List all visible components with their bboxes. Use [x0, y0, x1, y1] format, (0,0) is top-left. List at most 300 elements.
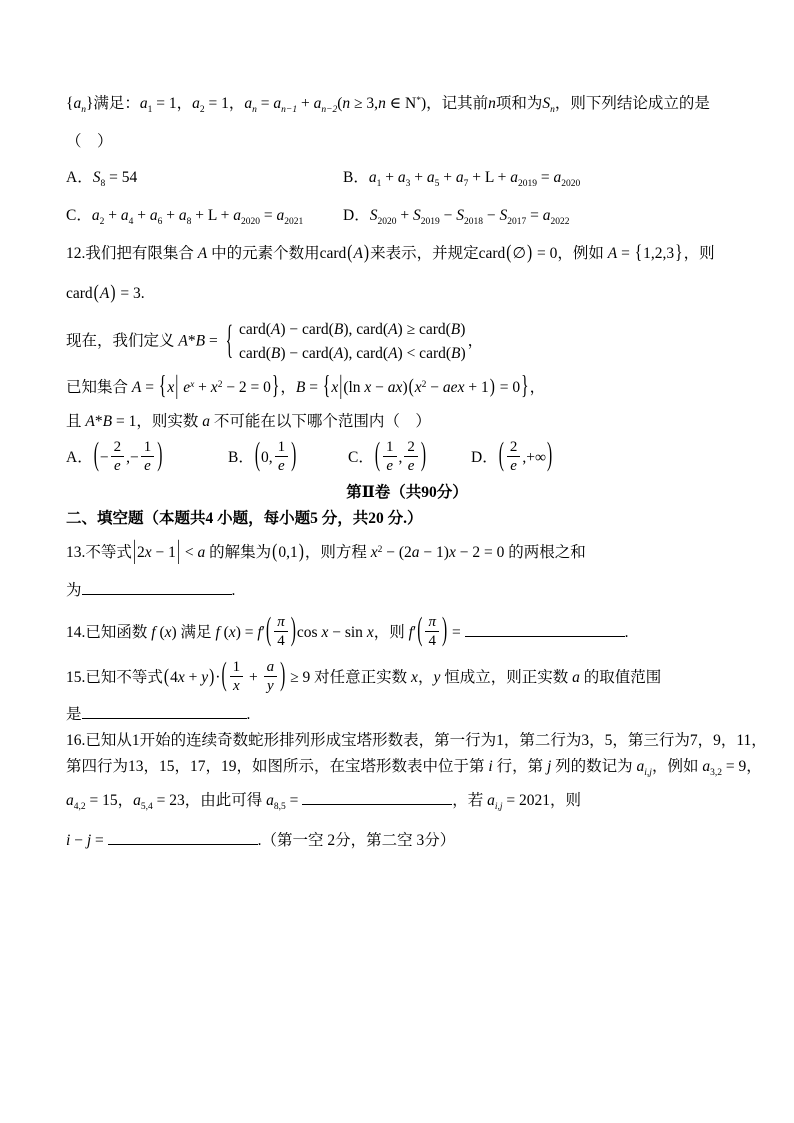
stretched-delimiter: |: [175, 371, 179, 401]
math-variable: f: [257, 624, 262, 642]
math-variable: f: [408, 624, 413, 642]
math-variable: A: [353, 245, 363, 262]
math-variable-subscripted: $a_{8,5}$: [266, 792, 286, 812]
text-run: 13.不等式: [66, 544, 132, 561]
text-run: D．: [343, 207, 370, 224]
text-run: =: [285, 792, 303, 809]
math-variable: x: [411, 669, 418, 687]
q11-stem-line1: [66, 92, 748, 116]
math-variable: a: [266, 659, 275, 675]
text-run: ∈ N: [385, 95, 417, 112]
math-variable: π: [428, 614, 436, 630]
fraction: [383, 438, 397, 475]
math-variable: A: [99, 285, 110, 302]
stretched-delimiter: |: [339, 371, 343, 401]
answer-blank: [302, 790, 452, 805]
text-run: ) − card(: [280, 321, 334, 338]
stretched-delimiter: (: [408, 375, 414, 398]
stretched-delimiter: ): [526, 241, 533, 264]
stretched-delimiter: (: [374, 437, 381, 473]
q12-stem-line3: [66, 410, 748, 434]
math-variable: x: [233, 678, 240, 694]
text-run: 2: [407, 439, 415, 455]
text-run: − 2 = 0 的两根之和: [455, 544, 586, 561]
text-run: ，则下列结论成立的是: [554, 95, 710, 112]
text-run: B．: [228, 449, 254, 467]
stretched-delimiter: ): [157, 437, 163, 473]
text-run: *: [187, 332, 196, 350]
text-run: .: [246, 706, 251, 723]
text-run: .: [624, 624, 629, 642]
math-variable: A: [333, 345, 344, 362]
stretched-delimiter: (: [93, 437, 99, 473]
math-variable: a: [197, 544, 206, 561]
text-run: 16.已知从1开始的连续奇数蛇形排列形成宝塔形数表，第一行为1，第二行为3，5，第三行为7，9，11，: [66, 732, 767, 749]
math-variable-subscripted: $S_{2018}$: [456, 207, 483, 227]
piecewise-definition: [224, 318, 466, 366]
q12-stem-line2: [66, 282, 748, 306]
text-run: 1: [232, 659, 241, 675]
math-variable-subscripted: $a_3$: [397, 169, 411, 189]
text-run: +: [381, 169, 398, 186]
text-run: 现在，我们定义: [66, 332, 179, 350]
fraction: [111, 438, 125, 475]
text-run: 不可能在以下哪个范围内（ ）: [209, 413, 431, 430]
q12-definition-line: [66, 318, 748, 366]
text-run: 14.已知函数: [66, 624, 152, 642]
math-variable-subscripted: $a_n$: [244, 95, 257, 115]
math-variable-subscripted: $a_{3,2}$: [702, 758, 722, 778]
text-run: 中的元素个数用card: [207, 245, 347, 262]
text-run: 4: [428, 633, 436, 649]
math-variable: x: [228, 624, 236, 642]
text-run: 15.已知不等式: [66, 669, 163, 687]
q16-stem-line1: [66, 729, 767, 753]
text-run: }满足：: [85, 95, 140, 112]
fraction: [230, 658, 244, 695]
q11-options-row1: [66, 166, 748, 190]
text-run: +: [184, 669, 202, 687]
text-run: = 1，则实数: [112, 413, 203, 430]
q12-stem-line1: [66, 242, 748, 266]
math-variable: e: [510, 458, 517, 474]
stretched-delimiter: (: [417, 612, 423, 648]
text-run: .（第一空 2分，第二空 3分）: [257, 832, 456, 849]
math-variable-subscripted: $a_2$: [91, 207, 105, 227]
q11-option-d: [343, 204, 569, 228]
q16-stem-line3: [66, 789, 748, 813]
fraction: [507, 438, 521, 475]
math-variable: x: [321, 624, 329, 642]
text-run: =: [536, 169, 554, 186]
text-run: +: [396, 207, 413, 224]
stretched-delimiter: ): [363, 241, 370, 264]
text-run: =: [205, 332, 222, 350]
text-run: ∅: [512, 245, 526, 262]
math-variable: B: [333, 321, 344, 338]
fraction: [404, 438, 418, 475]
text-run: 12.我们把有限集合: [66, 245, 198, 262]
text-run: ，: [280, 379, 296, 396]
text-run: 为: [66, 582, 82, 599]
text-run: ,+∞: [522, 449, 547, 467]
math-variable-subscripted: $a_{2020}$: [553, 169, 581, 189]
q12-options-row: [66, 437, 748, 477]
text-run: ≥ 3,: [350, 95, 379, 112]
fraction: [275, 438, 289, 475]
text-run: =: [256, 95, 274, 112]
text-run: 2: [113, 439, 122, 455]
text-run: {: [66, 95, 74, 112]
q11-option-b: [343, 166, 580, 190]
math-variable: B: [195, 332, 206, 350]
stretched-delimiter: }: [675, 241, 683, 264]
text-run: = 1，: [152, 95, 193, 112]
math-variable: j: [546, 758, 552, 775]
text-run: = 3.: [116, 285, 145, 302]
q12-option-a: [66, 437, 228, 477]
answer-blank: [82, 704, 247, 719]
text-run: +: [104, 207, 121, 224]
text-run: +: [439, 169, 456, 186]
stretched-delimiter: (: [254, 437, 261, 473]
stretched-delimiter: ): [441, 612, 448, 648]
text-run: = 15，: [85, 792, 134, 809]
math-variable-superscripted: $x^2$: [210, 379, 223, 396]
math-variable: B: [450, 321, 461, 338]
math-variable-subscripted: $a_5$: [426, 169, 440, 189]
math-variable: B: [270, 345, 281, 362]
text-run: 2: [509, 439, 518, 455]
math-variable: a: [411, 544, 420, 561]
text-run: =: [448, 624, 465, 642]
q12-sets-line: [66, 371, 748, 401]
math-variable: A: [131, 379, 142, 396]
stretched-delimiter: (: [506, 241, 512, 264]
text-run: =: [617, 245, 634, 262]
text-run: + L +: [191, 207, 234, 224]
math-variable-subscripted: $a_{n-1}$: [273, 95, 298, 115]
math-variable: a: [202, 413, 210, 430]
text-run: A．: [66, 449, 93, 467]
text-run: (: [219, 624, 229, 642]
math-variable: x: [177, 669, 185, 687]
text-run: +: [194, 379, 211, 396]
math-variable-subscripted: $a_{2019}$: [510, 169, 537, 189]
math-variable: n: [378, 95, 386, 112]
text-run: ，则: [683, 245, 715, 262]
text-run: cos: [296, 624, 322, 642]
stretched-delimiter: {: [634, 241, 643, 264]
section-2-title: [66, 481, 748, 505]
stretched-delimiter: (: [93, 281, 99, 304]
math-variable: x: [164, 624, 172, 642]
math-variable: A: [85, 413, 95, 430]
stretched-delimiter: ): [420, 437, 427, 473]
text-run: ): [460, 321, 466, 338]
text-run: ) − card(: [280, 345, 334, 362]
math-variable: B: [295, 379, 306, 396]
text-run: card(: [239, 345, 271, 362]
text-run: = 0: [495, 379, 521, 396]
text-run: +: [133, 207, 150, 224]
math-variable: x: [331, 379, 339, 396]
math-variable: B: [102, 413, 113, 430]
text-run: ，若: [452, 792, 488, 809]
text-run: − sin: [328, 624, 367, 642]
math-variable-subscripted: $a_{2022}$: [542, 207, 570, 227]
math-variable-superscripted: $x^2$: [414, 379, 427, 396]
text-run: card: [66, 285, 93, 302]
text-run: −: [439, 207, 457, 224]
text-run: ，: [467, 332, 484, 350]
stretched-delimiter: ): [290, 612, 296, 648]
math-variable: e: [386, 458, 394, 474]
stretched-delimiter: }: [271, 371, 280, 401]
text-run: 第四行为13，15，17，19，如图所示，在宝塔形数表中位于第: [66, 758, 489, 775]
math-variable: i: [488, 758, 493, 775]
text-run: （ ）: [66, 133, 113, 150]
math-variable-superscripted: $x^2$: [370, 544, 383, 561]
text-run: = 2021，则: [502, 792, 582, 809]
text-run: ): [460, 345, 466, 362]
math-variable: y: [201, 669, 209, 687]
stretched-delimiter: ): [489, 375, 495, 398]
math-variable: f: [215, 624, 220, 642]
text-run: 1: [277, 439, 286, 455]
math-variable-superscripted: $e^x$: [183, 379, 195, 396]
text-run: 1: [386, 439, 394, 455]
q15-answer-line: [66, 703, 748, 727]
piecewise-case: [239, 318, 466, 342]
math-variable: e: [450, 379, 458, 396]
text-run: )，记其前: [420, 95, 489, 112]
math-variable: y: [267, 678, 274, 694]
math-variable: a: [387, 379, 396, 396]
text-run: <: [181, 544, 198, 561]
text-run: (: [337, 95, 343, 112]
text-run: ): [402, 379, 408, 396]
text-run: +: [162, 207, 179, 224]
text-run: 4: [277, 633, 285, 649]
text-run: ,: [398, 449, 403, 467]
answer-blank: [108, 830, 258, 845]
stretched-delimiter: |: [132, 536, 136, 566]
text-run: 0,1: [278, 544, 298, 561]
stretched-delimiter: ): [547, 437, 553, 473]
math-variable-subscripted: $S_n$: [542, 95, 555, 115]
text-run: 是: [66, 706, 82, 723]
math-variable: A: [388, 345, 398, 362]
answer-blank: [82, 580, 232, 595]
text-run: −: [426, 379, 443, 396]
math-variable: π: [277, 614, 285, 630]
text-run: ，: [417, 669, 434, 687]
stretched-delimiter: (: [221, 657, 227, 693]
text-run: 第Ⅱ卷（共90分）: [346, 484, 468, 501]
stretched-delimiter: (: [347, 241, 353, 264]
q11-stem-line2: [66, 130, 748, 154]
q11-option-c: [66, 204, 343, 228]
text-run: 1,2,3: [643, 245, 675, 262]
text-run: = 9，: [721, 758, 762, 775]
text-run: *: [94, 413, 103, 430]
stretched-delimiter: ): [298, 540, 304, 563]
text-run: 的取值范围: [579, 669, 662, 687]
text-run: −: [99, 449, 109, 467]
text-run: A．: [66, 169, 93, 186]
text-run: ′: [412, 624, 417, 642]
text-run: ) 满足: [171, 624, 216, 642]
text-run: B．: [343, 169, 369, 186]
superscript: *: [416, 96, 421, 106]
text-run: ) ≥ card(: [397, 321, 451, 338]
math-variable: j: [86, 832, 92, 849]
text-run: 已知集合: [66, 379, 132, 396]
stretched-delimiter: ): [280, 657, 286, 693]
math-variable: e: [278, 458, 285, 474]
stretched-delimiter: (: [163, 665, 170, 688]
text-run: ), card(: [343, 345, 389, 362]
text-run: 2: [137, 544, 145, 561]
math-variable: x: [448, 544, 456, 561]
answer-blank: [465, 622, 625, 637]
text-run: 列的数记为: [551, 758, 637, 775]
math-variable: x: [366, 624, 374, 642]
text-run: −: [482, 207, 500, 224]
stretched-delimiter: |: [176, 536, 180, 566]
text-run: =: [141, 379, 158, 396]
text-run: +: [410, 169, 427, 186]
math-variable: n: [488, 95, 496, 112]
text-run: +: [245, 669, 262, 687]
stretched-delimiter: (: [266, 612, 272, 648]
math-variable-subscripted: $a_1$: [368, 169, 382, 189]
math-variable-subscripted: $a_4$: [120, 207, 134, 227]
text-run: 的解集为: [205, 544, 272, 561]
text-run: −: [70, 832, 87, 849]
q16-stem-line2: [66, 755, 762, 779]
fraction: [264, 658, 278, 695]
text-run: 恒成立，则正实数: [440, 669, 573, 687]
math-variable: f: [151, 624, 156, 642]
math-variable-subscripted: $a_n$: [73, 95, 86, 115]
q16-answer-line: [66, 829, 748, 853]
q11-option-a: [66, 166, 343, 190]
math-variable: A: [270, 321, 281, 338]
text-run: ) =: [235, 624, 258, 642]
q13-answer-line: [66, 579, 748, 603]
text-run: ，: [529, 379, 546, 396]
text-run: ), card(: [343, 321, 389, 338]
text-run: ·: [215, 669, 221, 687]
math-variable-subscripted: $a_{2021}$: [276, 207, 304, 227]
text-run: = 54: [105, 169, 138, 186]
q11-options-row2: [66, 204, 748, 228]
fraction: [274, 613, 288, 650]
math-variable: e: [114, 458, 121, 474]
text-run: = 1，: [204, 95, 245, 112]
piecewise-case: [239, 342, 466, 366]
math-variable-subscripted: $S_{2019}$: [412, 207, 440, 227]
text-run: .: [231, 582, 236, 599]
math-variable: x: [395, 379, 403, 396]
text-run: =: [91, 832, 108, 849]
text-run: = 23，由此可得: [152, 792, 267, 809]
text-run: − 1): [419, 544, 449, 561]
text-run: 二、填空题（本题共4 小题，每小题5 分，共20 分.）: [66, 510, 423, 527]
math-variable: x: [167, 379, 175, 396]
text-run: ′: [261, 624, 266, 642]
text-run: ,−: [126, 449, 139, 467]
text-run: ，则: [373, 624, 409, 642]
math-variable-subscripted: $a_{2020}$: [233, 207, 260, 227]
text-run: − 1: [151, 544, 176, 561]
text-run: 1: [143, 439, 152, 455]
text-run: (: [155, 624, 165, 642]
stretched-delimiter: ): [209, 665, 215, 688]
math-variable-subscripted: $a_1$: [139, 95, 153, 115]
text-run: (ln: [343, 379, 365, 396]
text-run: 来表示，并规定card: [370, 245, 506, 262]
math-variable: B: [451, 345, 461, 362]
math-variable: A: [178, 332, 188, 350]
text-run: =: [526, 207, 543, 224]
fraction: [141, 438, 155, 475]
math-variable-subscripted: $a_{4,2}$: [66, 792, 86, 812]
text-run: = 0，例如: [533, 245, 608, 262]
stretched-delimiter: (: [272, 540, 278, 563]
text-run: C．: [348, 449, 374, 467]
math-variable-subscripted: $S_{2017}$: [499, 207, 527, 227]
text-run: card(: [239, 321, 271, 338]
text-run: 4: [170, 669, 178, 687]
math-variable-subscripted: $a_{i,j}$: [487, 792, 503, 812]
math-variable: x: [144, 544, 152, 561]
text-run: +: [297, 95, 314, 112]
q14-stem-line: [66, 612, 748, 652]
math-variable: A: [607, 245, 618, 262]
math-variable-subscripted: $a_{n-2}$: [313, 95, 338, 115]
math-variable-subscripted: $a_7$: [455, 169, 469, 189]
stretched-delimiter: ): [110, 281, 116, 304]
math-variable: e: [144, 458, 151, 474]
math-variable: e: [407, 458, 415, 474]
q13-stem-line1: [66, 536, 748, 566]
math-variable: y: [433, 669, 441, 687]
math-variable-subscripted: $S_8$: [92, 169, 106, 189]
q12-option-b: [228, 437, 348, 477]
stretched-delimiter: (: [498, 437, 504, 473]
stretched-delimiter: }: [521, 371, 529, 401]
text-run: 0,: [261, 449, 273, 467]
text-run: ，例如: [651, 758, 703, 775]
fraction: [425, 613, 439, 650]
text-run: ) < card(: [397, 345, 452, 362]
math-variable-subscripted: $a_8$: [178, 207, 192, 227]
text-run: D．: [471, 449, 498, 467]
text-run: − 2 = 0: [222, 379, 271, 396]
q12-option-c: [348, 437, 471, 477]
math-variable: n: [342, 95, 351, 112]
text-run: =: [305, 379, 322, 396]
text-run: 且: [66, 413, 86, 430]
math-variable: A: [388, 321, 398, 338]
math-variable-subscripted: $a_{5,4}$: [133, 792, 153, 812]
text-run: =: [259, 207, 277, 224]
text-run: −: [371, 379, 388, 396]
q15-stem-line1: [66, 657, 748, 697]
